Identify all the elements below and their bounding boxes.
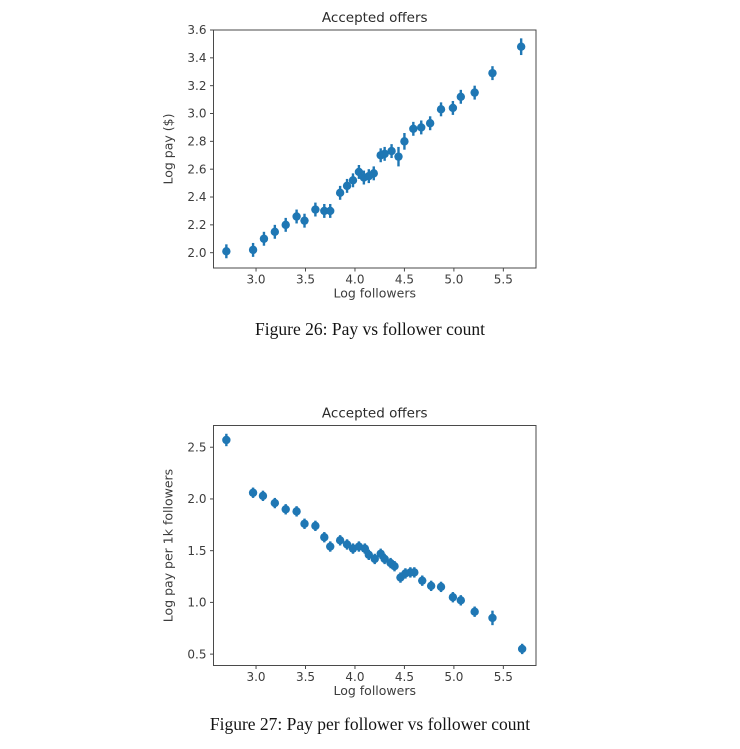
data-point-marker (418, 576, 426, 584)
y-axis-label: Log pay per 1k followers (160, 468, 176, 623)
data-point-marker (417, 123, 425, 131)
x-tick-label: 3.5 (295, 670, 316, 684)
figure-26-caption: Figure 26: Pay vs follower count (255, 319, 485, 339)
x-tick-label: 4.0 (345, 272, 365, 287)
figure-26-scatter-chart (0, 0, 740, 310)
data-point-marker (259, 492, 267, 500)
data-point-marker (336, 189, 344, 197)
x-tick-label: 3.0 (246, 272, 266, 287)
x-tick-label: 4.5 (394, 670, 414, 684)
x-tick-label: 3.5 (295, 272, 316, 287)
scatter-series (222, 38, 525, 258)
data-point-marker (488, 69, 496, 77)
data-point-marker (437, 105, 445, 113)
y-tick-label: 2.5 (187, 440, 207, 455)
data-point-marker (518, 645, 526, 653)
y-tick-label: 1.0 (187, 595, 207, 610)
data-point-marker (387, 147, 395, 155)
chart-title: Accepted offers (321, 10, 428, 26)
data-point-marker (400, 137, 408, 145)
data-point-marker (409, 125, 417, 133)
data-point-marker (427, 582, 435, 590)
y-tick-label: 0.5 (187, 647, 207, 662)
data-point-marker (222, 247, 230, 255)
data-point-marker (311, 205, 319, 213)
data-point-marker (370, 169, 378, 177)
y-tick-label: 3.2 (187, 78, 207, 93)
data-point-marker (300, 520, 308, 528)
data-point-marker (394, 152, 402, 160)
scatter-series (222, 434, 526, 654)
data-point-marker (271, 228, 279, 236)
y-tick-label: 2.8 (187, 134, 207, 149)
data-point-marker (449, 593, 457, 601)
data-point-marker (282, 505, 290, 513)
plot-border (214, 30, 537, 268)
y-tick-label: 2.4 (187, 190, 207, 205)
data-point-marker (449, 104, 457, 112)
y-tick-label: 2.6 (187, 162, 207, 177)
data-point-marker (320, 533, 328, 541)
data-point-marker (249, 246, 257, 254)
data-point-marker (426, 119, 434, 127)
x-tick-label: 4.5 (394, 272, 414, 287)
data-point-marker (390, 562, 398, 570)
data-point-marker (271, 499, 279, 507)
data-point-marker (349, 176, 357, 184)
data-point-marker (326, 207, 334, 215)
data-point-marker (470, 88, 478, 96)
y-tick-label: 2.2 (187, 218, 207, 233)
x-tick-label: 5.0 (444, 272, 464, 287)
y-tick-label: 2.0 (187, 492, 207, 507)
figure-27-scatter-chart (0, 400, 740, 710)
x-tick-label: 4.0 (345, 670, 365, 684)
data-point-marker (410, 568, 418, 576)
x-tick-label: 5.0 (444, 670, 464, 684)
data-point-marker (249, 489, 257, 497)
data-point-marker (517, 43, 525, 51)
data-point-marker (437, 583, 445, 591)
data-point-marker (292, 507, 300, 515)
data-point-marker (300, 216, 308, 224)
data-point-marker (292, 212, 300, 220)
x-tick-label: 5.5 (493, 670, 513, 684)
data-point-marker (311, 522, 319, 530)
y-tick-label: 2.0 (187, 245, 207, 260)
x-axis-label: Log followers (333, 683, 417, 698)
plot-border (214, 426, 537, 666)
data-point-marker (326, 542, 334, 550)
data-point-marker (457, 596, 465, 604)
y-tick-label: 3.0 (187, 106, 207, 121)
x-axis-label: Log followers (333, 285, 417, 301)
data-point-marker (470, 608, 478, 616)
chart-title: Accepted offers (321, 405, 428, 422)
y-tick-label: 3.6 (187, 23, 207, 38)
y-tick-label: 3.4 (187, 51, 207, 66)
data-point-marker (457, 93, 465, 101)
x-tick-label: 3.0 (246, 670, 266, 684)
y-axis-label: Log pay ($) (160, 113, 176, 185)
data-point-marker (488, 614, 496, 622)
data-point-marker (260, 235, 268, 243)
data-point-marker (222, 436, 230, 444)
figure-27-caption: Figure 27: Pay per follower vs follower count (209, 714, 531, 734)
x-tick-label: 5.5 (493, 272, 513, 287)
data-point-marker (282, 221, 290, 229)
y-tick-label: 1.5 (187, 543, 207, 558)
